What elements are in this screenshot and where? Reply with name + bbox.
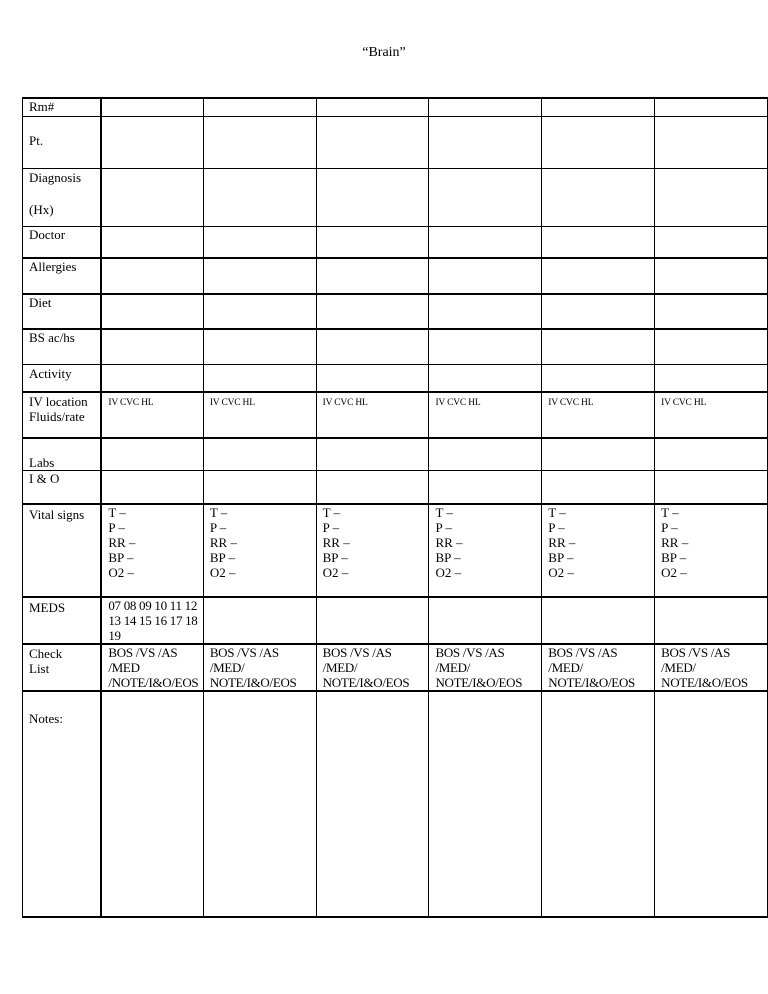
row-patient (23, 116, 768, 168)
checklist-cell[interactable]: BOS /VS /AS /MED/ NOTE/I&O/EOS (203, 644, 316, 691)
diet-cell[interactable] (316, 294, 429, 329)
intake-output-cell[interactable] (316, 470, 429, 504)
diet-cell[interactable] (542, 294, 655, 329)
vital-signs-cell[interactable]: T – P – RR – BP – O2 – (429, 504, 542, 597)
blood-sugar-cell[interactable] (429, 329, 542, 364)
allergies-cell[interactable] (203, 258, 316, 294)
intake-output-cell[interactable] (542, 470, 655, 504)
meds-cell[interactable] (429, 597, 542, 644)
notes-cell[interactable] (429, 691, 542, 917)
patient-cell[interactable] (655, 116, 768, 168)
vital-signs-label: Vital signs (23, 504, 102, 597)
meds-label: MEDS (23, 597, 102, 644)
intake-output-cell[interactable] (655, 470, 768, 504)
row-room (23, 98, 768, 116)
room-cell[interactable] (542, 98, 655, 116)
checklist-cell[interactable]: BOS /VS /AS /MED/ NOTE/I&O/EOS (316, 644, 429, 691)
blood-sugar-cell[interactable] (101, 329, 203, 364)
patient-cell[interactable] (429, 116, 542, 168)
diagnosis-cell[interactable] (429, 168, 542, 226)
notes-label: Notes: (23, 691, 102, 917)
allergies-label: Allergies (23, 258, 102, 294)
doctor-cell[interactable] (316, 226, 429, 258)
intake-output-label: I & O (23, 470, 102, 504)
row-vital-signs (23, 504, 768, 597)
diagnosis-cell[interactable] (542, 168, 655, 226)
row-intake-output (23, 470, 768, 504)
checklist-label: Check List (23, 644, 102, 691)
patient-brain-sheet (22, 97, 768, 918)
checklist-cell[interactable]: BOS /VS /AS /MED/ NOTE/I&O/EOS (429, 644, 542, 691)
intake-output-cell[interactable] (101, 470, 203, 504)
meds-cell[interactable] (655, 597, 768, 644)
notes-cell[interactable] (203, 691, 316, 917)
diet-cell[interactable] (655, 294, 768, 329)
row-labs (23, 438, 768, 470)
activity-cell[interactable] (316, 364, 429, 392)
vital-signs-cell[interactable]: T – P – RR – BP – O2 – (203, 504, 316, 597)
diagnosis-cell[interactable] (655, 168, 768, 226)
intake-output-cell[interactable] (203, 470, 316, 504)
room-cell[interactable] (655, 98, 768, 116)
notes-cell[interactable] (316, 691, 429, 917)
blood-sugar-label: BS ac/hs (23, 329, 102, 364)
row-meds (23, 597, 768, 644)
labs-cell[interactable] (655, 438, 768, 470)
vital-signs-cell[interactable]: T – P – RR – BP – O2 – (542, 504, 655, 597)
diagnosis-label: Diagnosis (Hx) (23, 168, 102, 226)
doctor-cell[interactable] (542, 226, 655, 258)
doctor-cell[interactable] (203, 226, 316, 258)
iv-cell[interactable]: IV CVC HL (542, 392, 655, 438)
activity-cell[interactable] (542, 364, 655, 392)
vital-signs-cell[interactable]: T – P – RR – BP – O2 – (101, 504, 203, 597)
checklist-cell[interactable]: BOS /VS /AS /MED /NOTE/I&O/EOS (101, 644, 203, 691)
page-title: “Brain” (362, 45, 406, 60)
iv-cell[interactable]: IV CVC HL (429, 392, 542, 438)
row-activity (23, 364, 768, 392)
row-diet (23, 294, 768, 329)
diet-cell[interactable] (101, 294, 203, 329)
meds-cell[interactable] (316, 597, 429, 644)
room-cell[interactable] (316, 98, 429, 116)
checklist-cell[interactable]: BOS /VS /AS /MED/ NOTE/I&O/EOS (542, 644, 655, 691)
diet-cell[interactable] (203, 294, 316, 329)
activity-label: Activity (23, 364, 102, 392)
activity-cell[interactable] (203, 364, 316, 392)
labs-cell[interactable] (203, 438, 316, 470)
allergies-cell[interactable] (316, 258, 429, 294)
allergies-cell[interactable] (101, 258, 203, 294)
notes-cell[interactable] (101, 691, 203, 917)
iv-cell[interactable]: IV CVC HL (203, 392, 316, 438)
meds-cell[interactable] (542, 597, 655, 644)
checklist-cell[interactable]: BOS /VS /AS /MED/ NOTE/I&O/EOS (655, 644, 768, 691)
labs-cell[interactable] (542, 438, 655, 470)
patient-label: Pt. (23, 116, 102, 168)
patient-cell[interactable] (316, 116, 429, 168)
notes-cell[interactable] (542, 691, 655, 917)
labs-cell[interactable] (101, 438, 203, 470)
patient-cell[interactable] (101, 116, 203, 168)
iv-cell[interactable]: IV CVC HL (655, 392, 768, 438)
room-cell[interactable] (101, 98, 203, 116)
row-checklist (23, 644, 768, 691)
room-cell[interactable] (203, 98, 316, 116)
diet-label: Diet (23, 294, 102, 329)
patient-cell[interactable] (203, 116, 316, 168)
row-blood-sugar (23, 329, 768, 364)
row-diagnosis (23, 168, 768, 226)
allergies-cell[interactable] (655, 258, 768, 294)
blood-sugar-cell[interactable] (203, 329, 316, 364)
allergies-cell[interactable] (429, 258, 542, 294)
row-notes (23, 691, 768, 917)
activity-cell[interactable] (655, 364, 768, 392)
patient-cell[interactable] (542, 116, 655, 168)
doctor-cell[interactable] (429, 226, 542, 258)
doctor-cell[interactable] (655, 226, 768, 258)
labs-cell[interactable] (429, 438, 542, 470)
diagnosis-cell[interactable] (316, 168, 429, 226)
room-cell[interactable] (429, 98, 542, 116)
vital-signs-cell[interactable]: T – P – RR – BP – O2 – (655, 504, 768, 597)
diet-cell[interactable] (429, 294, 542, 329)
labs-cell[interactable] (316, 438, 429, 470)
meds-cell[interactable] (203, 597, 316, 644)
intake-output-cell[interactable] (429, 470, 542, 504)
diagnosis-cell[interactable] (101, 168, 203, 226)
iv-label: IV location Fluids/rate (23, 392, 102, 438)
room-label: Rm# (23, 98, 102, 116)
vital-signs-cell[interactable]: T – P – RR – BP – O2 – (316, 504, 429, 597)
activity-cell[interactable] (101, 364, 203, 392)
blood-sugar-cell[interactable] (316, 329, 429, 364)
activity-cell[interactable] (429, 364, 542, 392)
doctor-cell[interactable] (101, 226, 203, 258)
row-doctor (23, 226, 768, 258)
doctor-label: Doctor (23, 226, 102, 258)
row-allergies (23, 258, 768, 294)
diagnosis-cell[interactable] (203, 168, 316, 226)
allergies-cell[interactable] (542, 258, 655, 294)
iv-cell[interactable]: IV CVC HL (101, 392, 203, 438)
blood-sugar-cell[interactable] (655, 329, 768, 364)
labs-label: Labs (23, 438, 102, 470)
iv-cell[interactable]: IV CVC HL (316, 392, 429, 438)
blood-sugar-cell[interactable] (542, 329, 655, 364)
row-iv (23, 392, 768, 438)
notes-cell[interactable] (655, 691, 768, 917)
meds-cell[interactable]: 07 08 09 10 11 12 13 14 15 16 17 18 19 (101, 597, 203, 644)
